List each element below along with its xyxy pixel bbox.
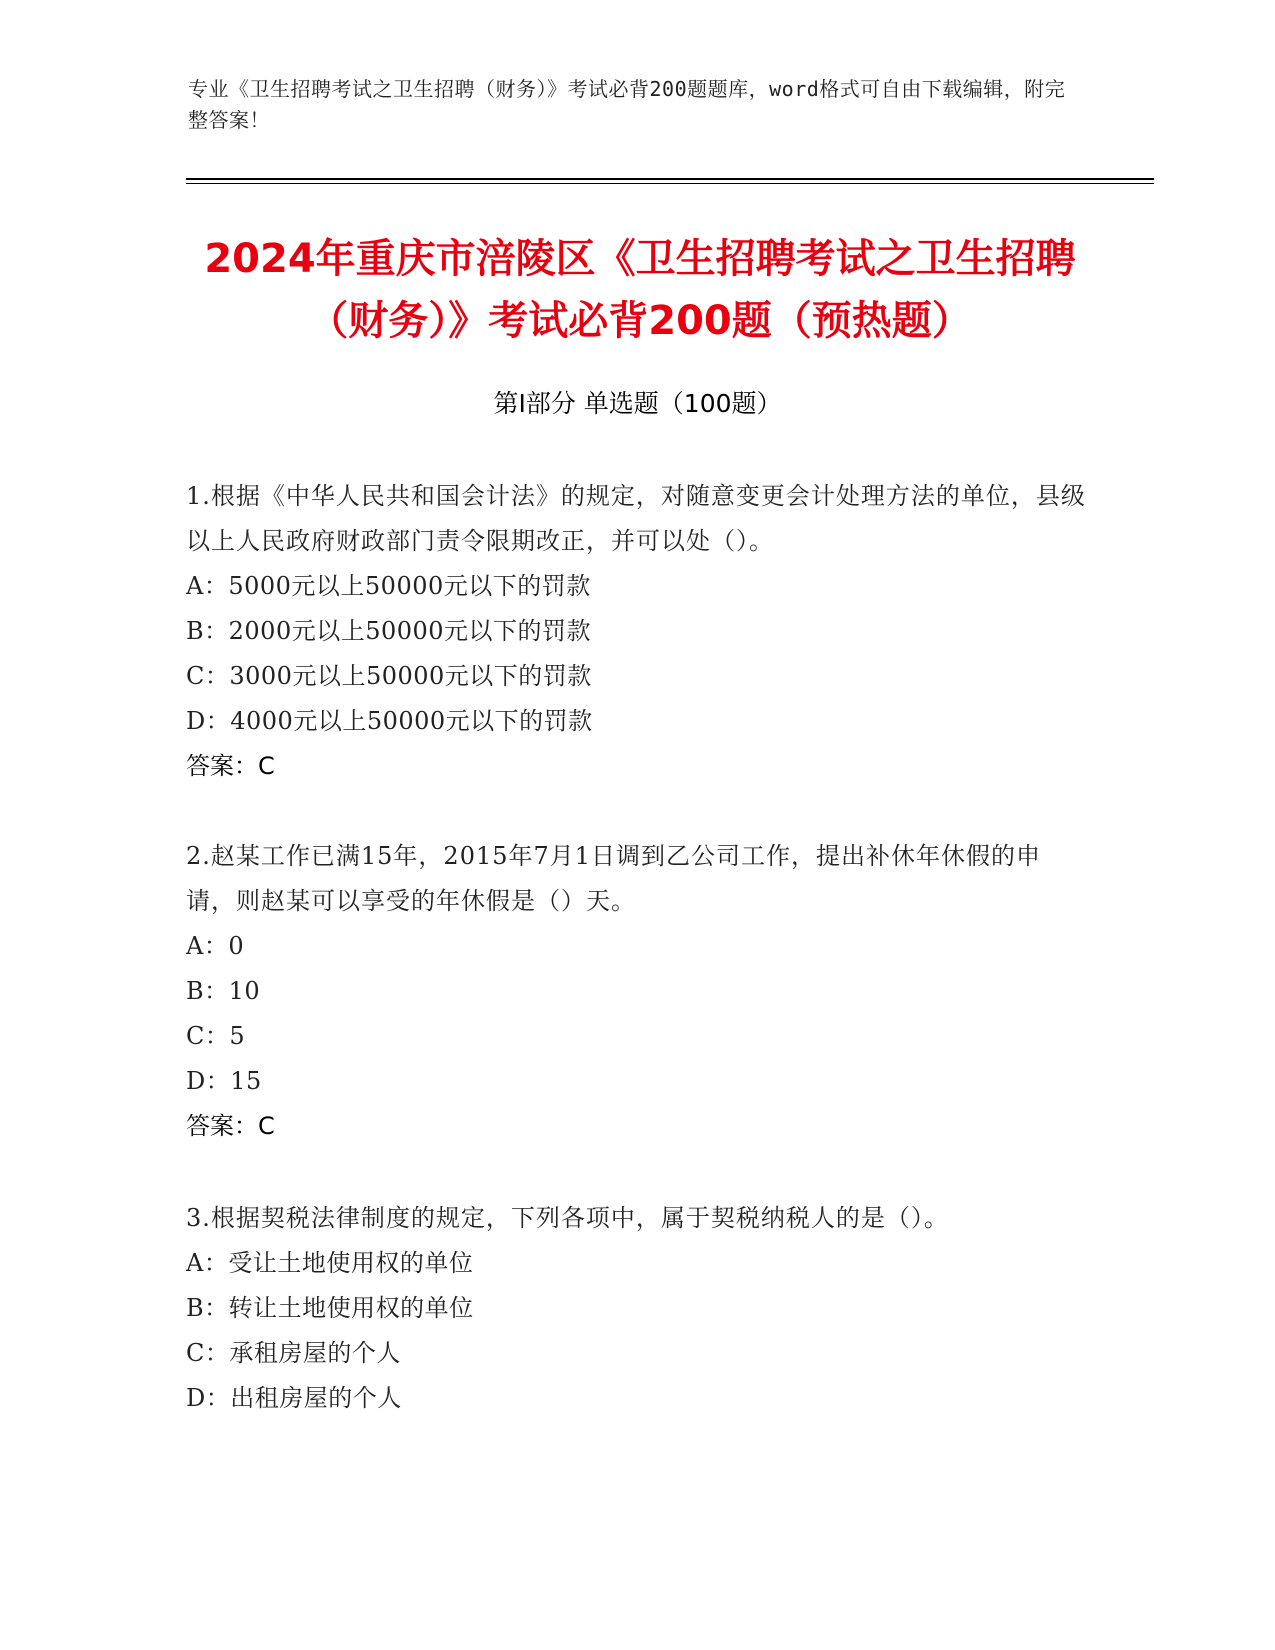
question-block <box>186 1196 1086 1421</box>
question-answer: 答案：C <box>186 1112 275 1140</box>
question-text: 3.根据契税法律制度的规定，下列各项中，属于契税纳税人的是（）。 <box>186 1204 949 1232</box>
question-option-b: B：2000元以上50000元以下的罚款 <box>186 617 592 645</box>
question-answer: 答案：C <box>186 752 275 780</box>
question-option-a: A：0 <box>186 932 245 960</box>
question-block <box>186 834 1086 1149</box>
question-text: 1.根据《中华人民共和国会计法》的规定，对随意变更会计处理方法的单位，县级以上人民政府财政部门责令限期改正，并可以处（）。 <box>186 482 1086 555</box>
question-option-d: D：出租房屋的个人 <box>186 1384 402 1412</box>
question-option-c: C：承租房屋的个人 <box>186 1339 401 1367</box>
document-title: 2024年重庆市涪陵区《卫生招聘考试之卫生招聘（财务）》考试必背200题（预热题） <box>204 236 1076 344</box>
section-title: 第Ⅰ部分 单选题（100题） <box>493 389 782 418</box>
question-option-c: C：5 <box>186 1022 246 1050</box>
question-option-b: B：10 <box>186 977 261 1005</box>
question-option-d: D：4000元以上50000元以下的罚款 <box>186 707 593 735</box>
question-option-a: A：5000元以上50000元以下的罚款 <box>186 572 591 600</box>
question-option-c: C：3000元以上50000元以下的罚款 <box>186 662 592 690</box>
header-divider-thick <box>186 178 1154 180</box>
header-note: 专业《卫生招聘考试之卫生招聘（财务）》考试必背200题题库，word格式可自由下载编辑，附完整答案！ <box>188 77 1066 132</box>
question-option-b: B：转让土地使用权的单位 <box>186 1294 474 1322</box>
question-block <box>186 474 1086 789</box>
header-divider-thin <box>186 183 1154 184</box>
question-option-a: A：受让土地使用权的单位 <box>186 1249 474 1277</box>
question-text: 2.赵某工作已满15年，2015年7月1日调到乙公司工作，提出补休年休假的申请，则赵某可以享受的年休假是（）天。 <box>186 842 1042 915</box>
question-option-d: D：15 <box>186 1067 262 1095</box>
